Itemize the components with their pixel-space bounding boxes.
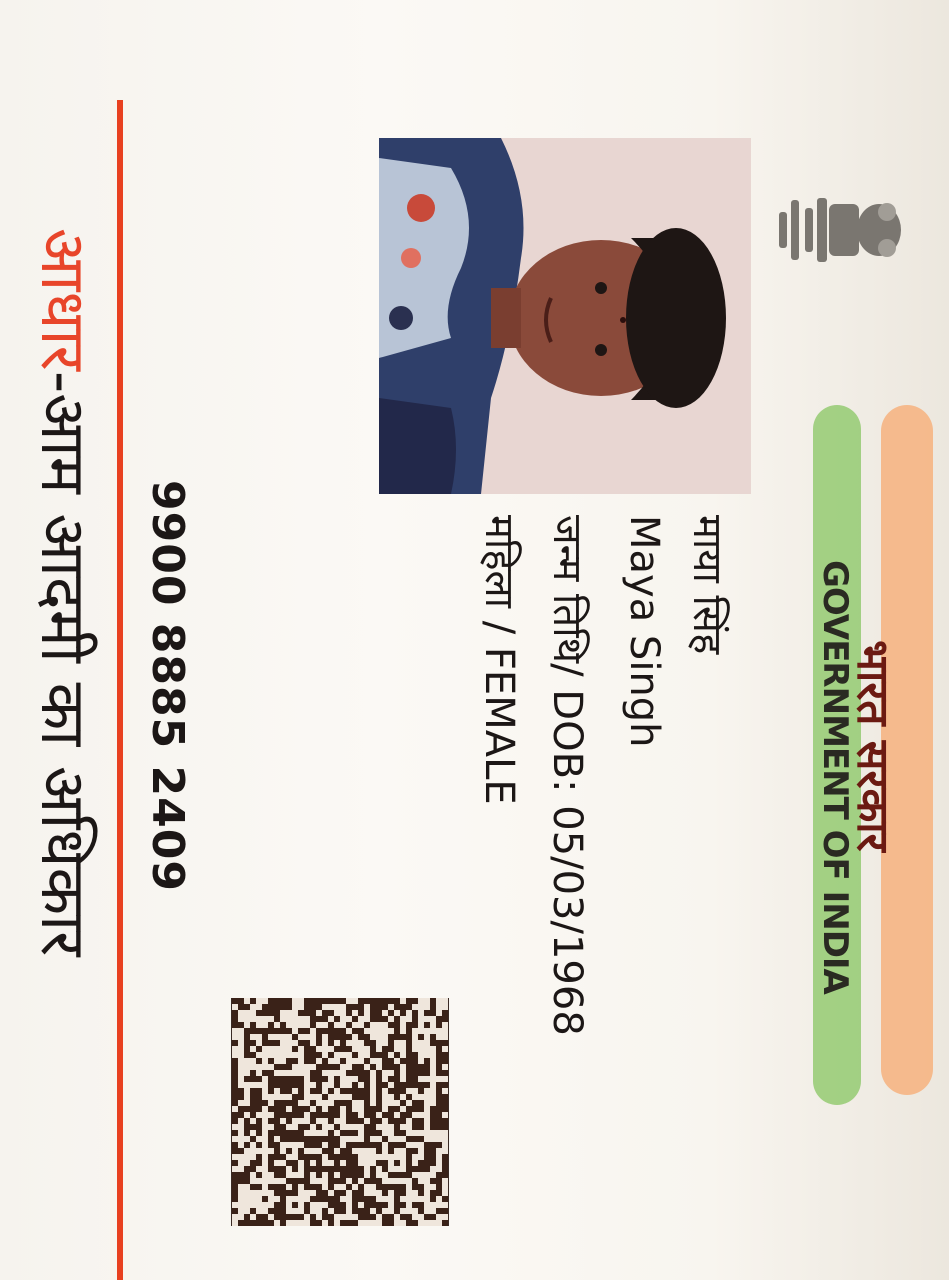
gender-separator: /	[476, 608, 522, 647]
holder-name-hindi: माया सिंह	[684, 515, 730, 655]
holder-photo	[379, 138, 751, 494]
qr-code	[231, 998, 449, 1226]
holder-name-english: Maya Singh	[621, 515, 667, 748]
gender	[474, 515, 529, 805]
tagline	[23, 228, 107, 957]
tagline-aadhaar: आधार	[27, 228, 100, 371]
aadhaar-number: 9900 8885 2409	[142, 480, 193, 893]
gender-label-hindi: महिला	[476, 515, 522, 608]
tagline-rest: -आम आदमी का अधिकार	[27, 370, 100, 957]
gender-value: FEMALE	[476, 646, 522, 805]
dob-label: जन्म तिथि/ DOB:	[544, 515, 590, 793]
government-title-hindi: भारत सरकार	[847, 640, 898, 852]
red-divider	[117, 100, 123, 1280]
government-title-english: GOVERNMENT OF INDIA	[815, 560, 855, 994]
date-of-birth	[542, 515, 597, 1036]
national-emblem-icon	[769, 190, 909, 270]
dob-value: 05/03/1968	[544, 805, 590, 1036]
